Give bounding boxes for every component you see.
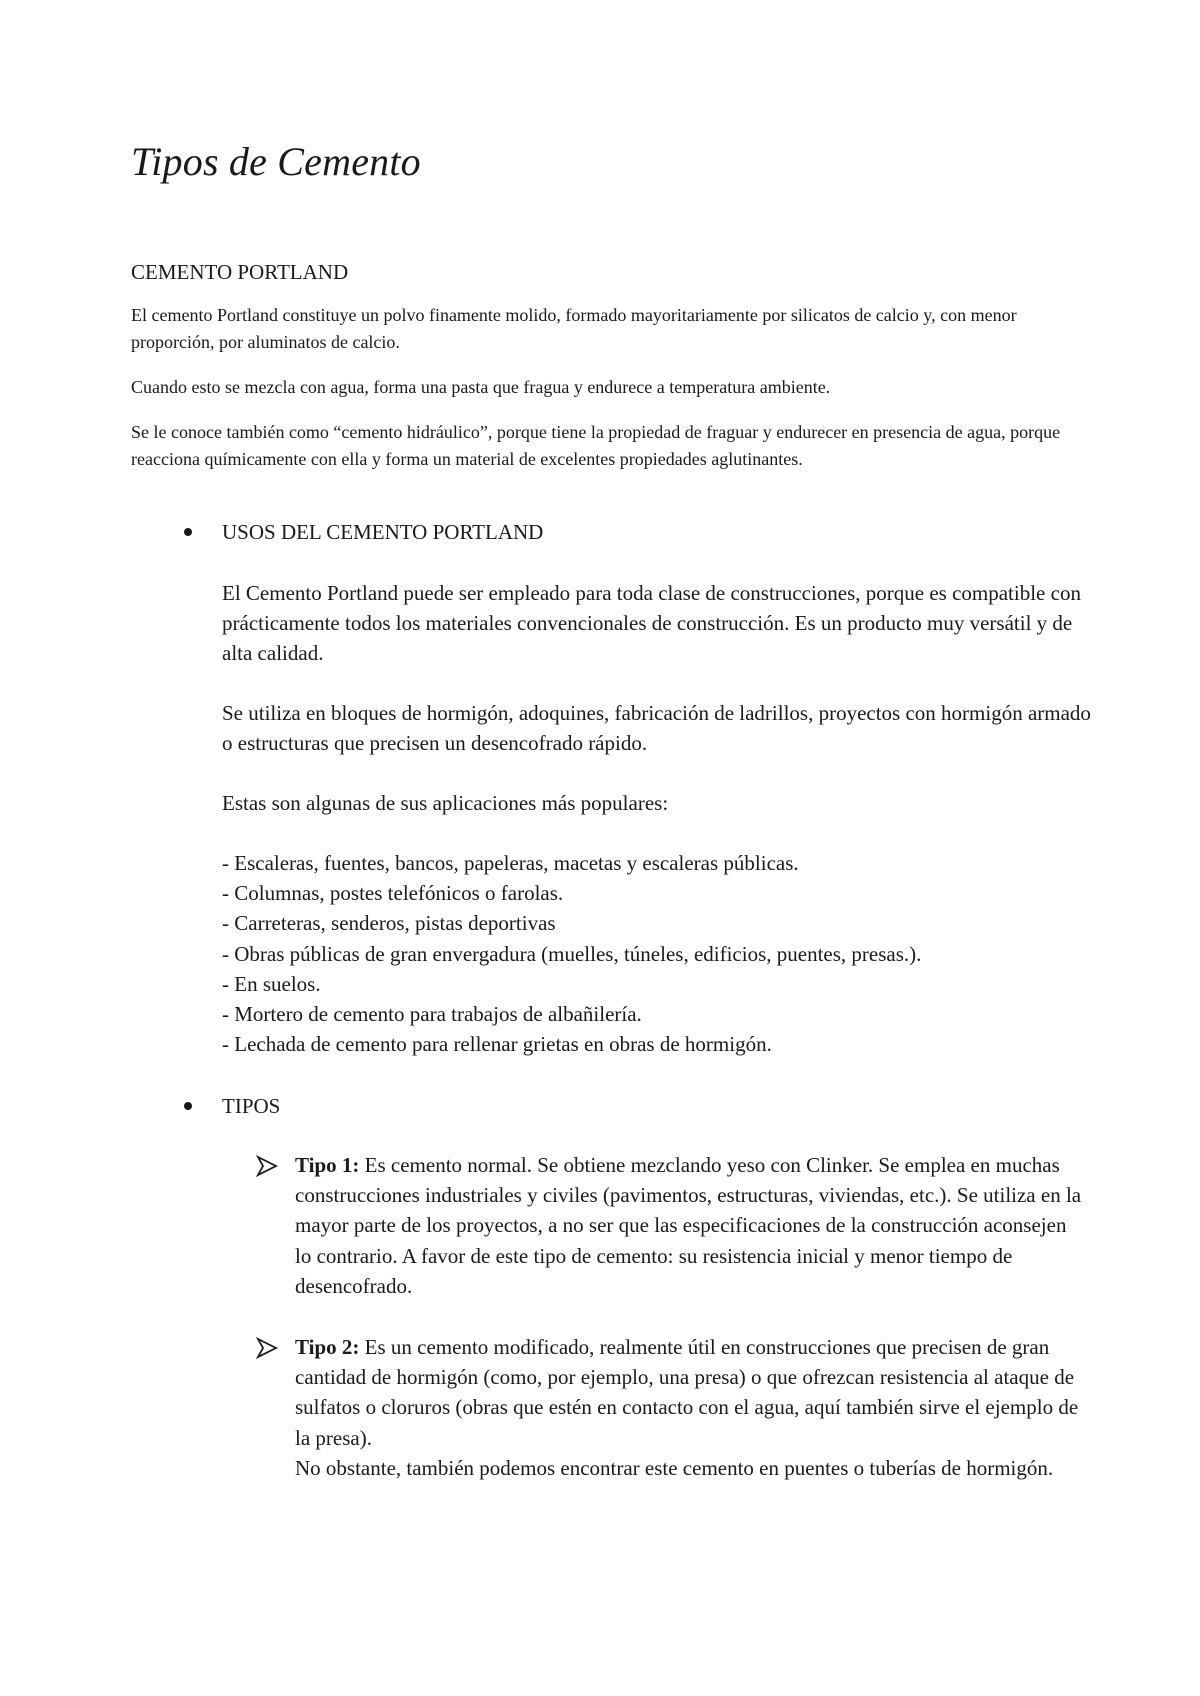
tipo-2-extra: No obstante, también podemos encontrar este cemento en puentes o tuberías de hormigón. <box>295 1455 1054 1480</box>
arrowhead-bullet-icon <box>256 1337 278 1359</box>
bullet-dot-icon <box>184 1102 192 1110</box>
usos-heading: USOS DEL CEMENTO PORTLAND <box>222 520 544 544</box>
tipo-2-label: Tipo 2: <box>295 1335 360 1359</box>
usos-paragraph-3: Estas son algunas de sus aplicaciones más populares: <box>222 791 669 815</box>
tipo-2-text: Es un cemento modificado, realmente útil en construcciones que precisen de gran cantidad de hormigón (como, por ejemplo, una presa) o que ofrezcan resistencia al ataque de sulfatos o cloruros (obras que estén en contacto con el agua, aquí también sirve el ejemplo de la presa). <box>295 1335 1079 1450</box>
tipo-1-text: Es cemento normal. Se obtiene mezclando yeso con Clinker. Se emplea en muchas construcciones industriales y civiles (pavimentos, estructuras, viviendas, etc.). Se utiliza en la mayor parte de los proyectos, a no ser que las especificaciones de la construcción aconsejen lo contrario. A favor de este tipo de cemento: su resistencia inicial y menor tiempo de desencofrado. <box>295 1153 1082 1298</box>
document-title: Tipos de Cemento <box>131 139 421 184</box>
intro-paragraph-3: Se le conoce también como “cemento hidráulico”, porque tiene la propiedad de fraguar y endurecer en presencia de agua, porque reacciona químicamente con ella y forma un material de excelentes propiedades aglutinantes. <box>131 422 1061 469</box>
section-heading-cemento-portland: CEMENTO PORTLAND <box>131 260 349 284</box>
list-item: - Escaleras, fuentes, bancos, papeleras, macetas y escaleras públicas. <box>222 851 799 875</box>
list-item: - Obras públicas de gran envergadura (muelles, túneles, edificios, puentes, presas.). <box>222 941 922 966</box>
usos-paragraph-1: El Cemento Portland puede ser empleado para toda clase de construcciones, porque es compatible con prácticamente todos los materiales convencionales de construcción. Es un producto muy versátil y de alta calidad. <box>222 581 1081 665</box>
list-item: - Columnas, postes telefónicos o farolas. <box>222 881 564 906</box>
list-item: - Carreteras, senderos, pistas deportivas <box>222 911 556 936</box>
bullet-dot-icon <box>184 528 192 536</box>
tipo-2-item <box>295 1332 1085 1483</box>
list-item: - En suelos. <box>222 971 321 996</box>
tipo-1-label: Tipo 1: <box>295 1153 360 1177</box>
intro-paragraph-1: El cemento Portland constituye un polvo finamente molido, formado mayoritariamente por silicatos de calcio y, con menor proporción, por aluminatos de calcio. <box>131 305 1017 352</box>
list-item: - Mortero de cemento para trabajos de albañilería. <box>222 1002 642 1027</box>
arrowhead-bullet-icon <box>256 1155 278 1177</box>
tipo-1-item <box>295 1150 1085 1301</box>
list-item: - Lechada de cemento para rellenar grietas en obras de hormigón. <box>222 1032 772 1057</box>
tipos-heading: TIPOS <box>222 1094 281 1118</box>
usos-paragraph-2: Se utiliza en bloques de hormigón, adoquines, fabricación de ladrillos, proyectos con hormigón armado o estructuras que precisen un desencofrado rápido. <box>222 701 1091 755</box>
intro-paragraph-2: Cuando esto se mezcla con agua, forma una pasta que fragua y endurece a temperatura ambiente. <box>131 377 831 397</box>
applications-list <box>222 848 921 1059</box>
